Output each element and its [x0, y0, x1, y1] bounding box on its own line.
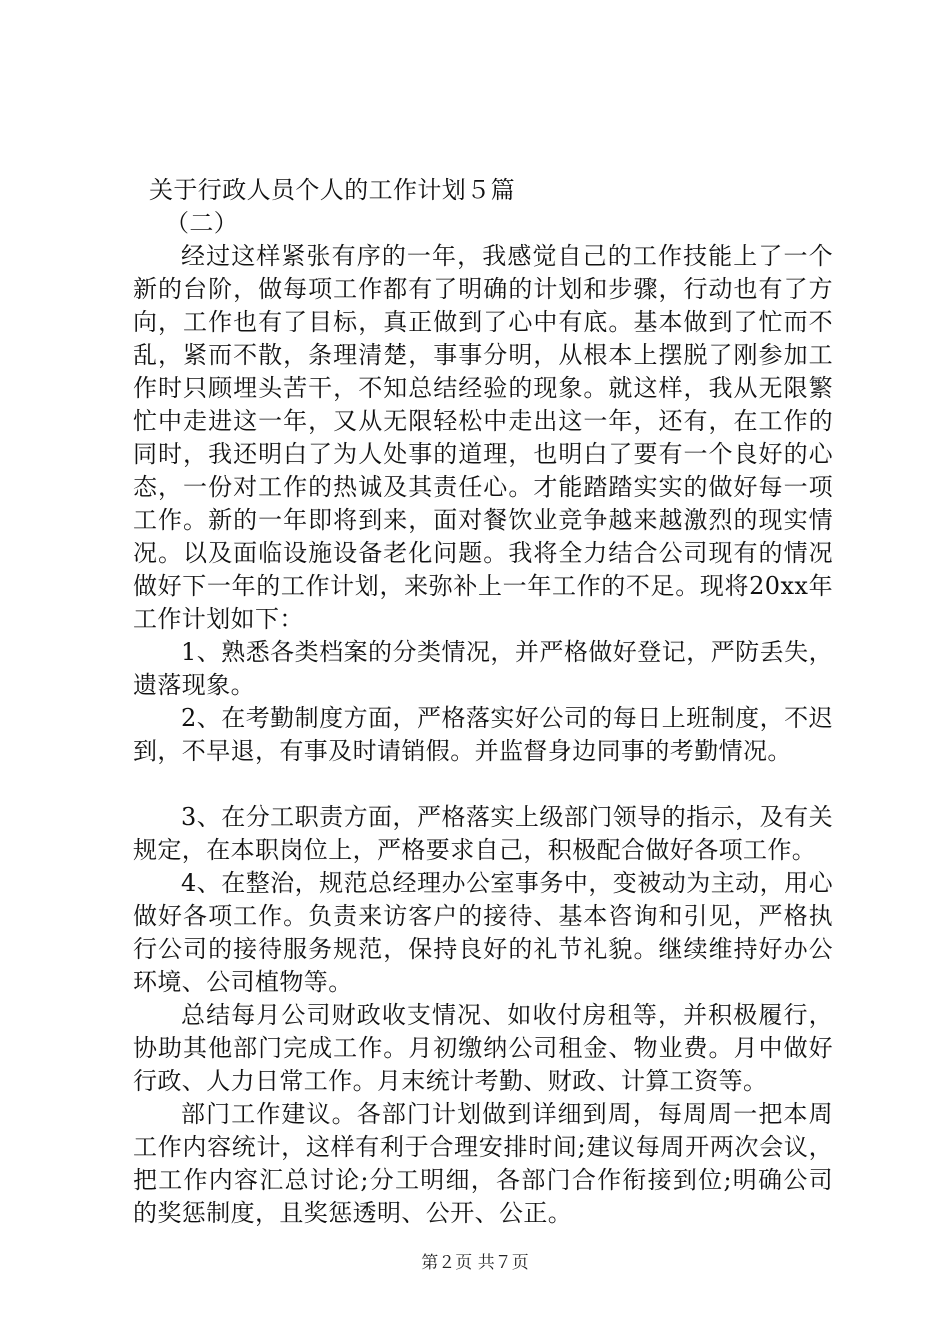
document-subtitle: （二）	[165, 209, 239, 237]
paragraph-intro: 经过这样紧张有序的一年，我感觉自己的工作技能上了一个新的台阶，做每项工作都有了明确的计划和步骤，行动也有了方向，工作也有了目标，真正做到了心中有底。基本做到了忙而不乱，紧而不散，条理清楚，事事分明，从根本上摆脱了刚参加工作时只顾埋头苦干，不知总结经验的现象。就这样，我从无限繁忙中走进这一年，又从无限轻松中走出这一年，还有，在工作的同时，我还明白了为人处事的道理，也明白了要有一个良好的心态，一份对工作的热诚及其责任心。才能踏踏实实的做好每一项工作。新的一年即将到来，面对餐饮业竞争越来越激烈的现实情况。以及面临设施设备老化问题。我将全力结合公司现有的情况做好下一年的工作计划，来弥补上一年工作的不足。现将20xx年工作计划如下：	[133, 242, 833, 633]
page-number-footer: 第２页 共７页	[421, 1253, 529, 1273]
paragraph-item-4: 4、在整治，规范总经理办公室事务中，变被动为主动，用心做好各项工作。负责来访客户的接待、基本咨询和引见，严格执行公司的接待服务规范，保持良好的礼节礼貌。继续维持好办公环境、公司植物等。	[133, 869, 833, 996]
document-body	[133, 174, 833, 1230]
paragraph-summary: 总结每月公司财政收支情况、如收付房租等，并积极履行，协助其他部门完成工作。月初缴纳公司租金、物业费。月中做好行政、人力日常工作。月末统计考勤、财政、计算工资等。	[133, 1001, 833, 1095]
paragraph-item-2: 2、在考勤制度方面，严格落实好公司的每日上班制度，不迟到，不早退，有事及时请销假。并监督身边同事的考勤情况。	[133, 704, 833, 765]
document-title: 关于行政人员个人的工作计划５篇	[149, 176, 515, 204]
paragraph-item-3: 3、在分工职责方面，严格落实上级部门领导的指示，及有关规定，在本职岗位上，严格要求自己，积极配合做好各项工作。	[133, 803, 833, 864]
paragraph-suggestion: 部门工作建议。各部门计划做到详细到周，每周周一把本周工作内容统计，这样有利于合理安排时间;建议每周开两次会议，把工作内容汇总讨论;分工明细，各部门合作衔接到位;明确公司的奖惩制度，且奖惩透明、公开、公正。	[133, 1100, 833, 1227]
paragraph-item-1: 1、熟悉各类档案的分类情况，并严格做好登记，严防丢失，遗落现象。	[133, 638, 833, 699]
